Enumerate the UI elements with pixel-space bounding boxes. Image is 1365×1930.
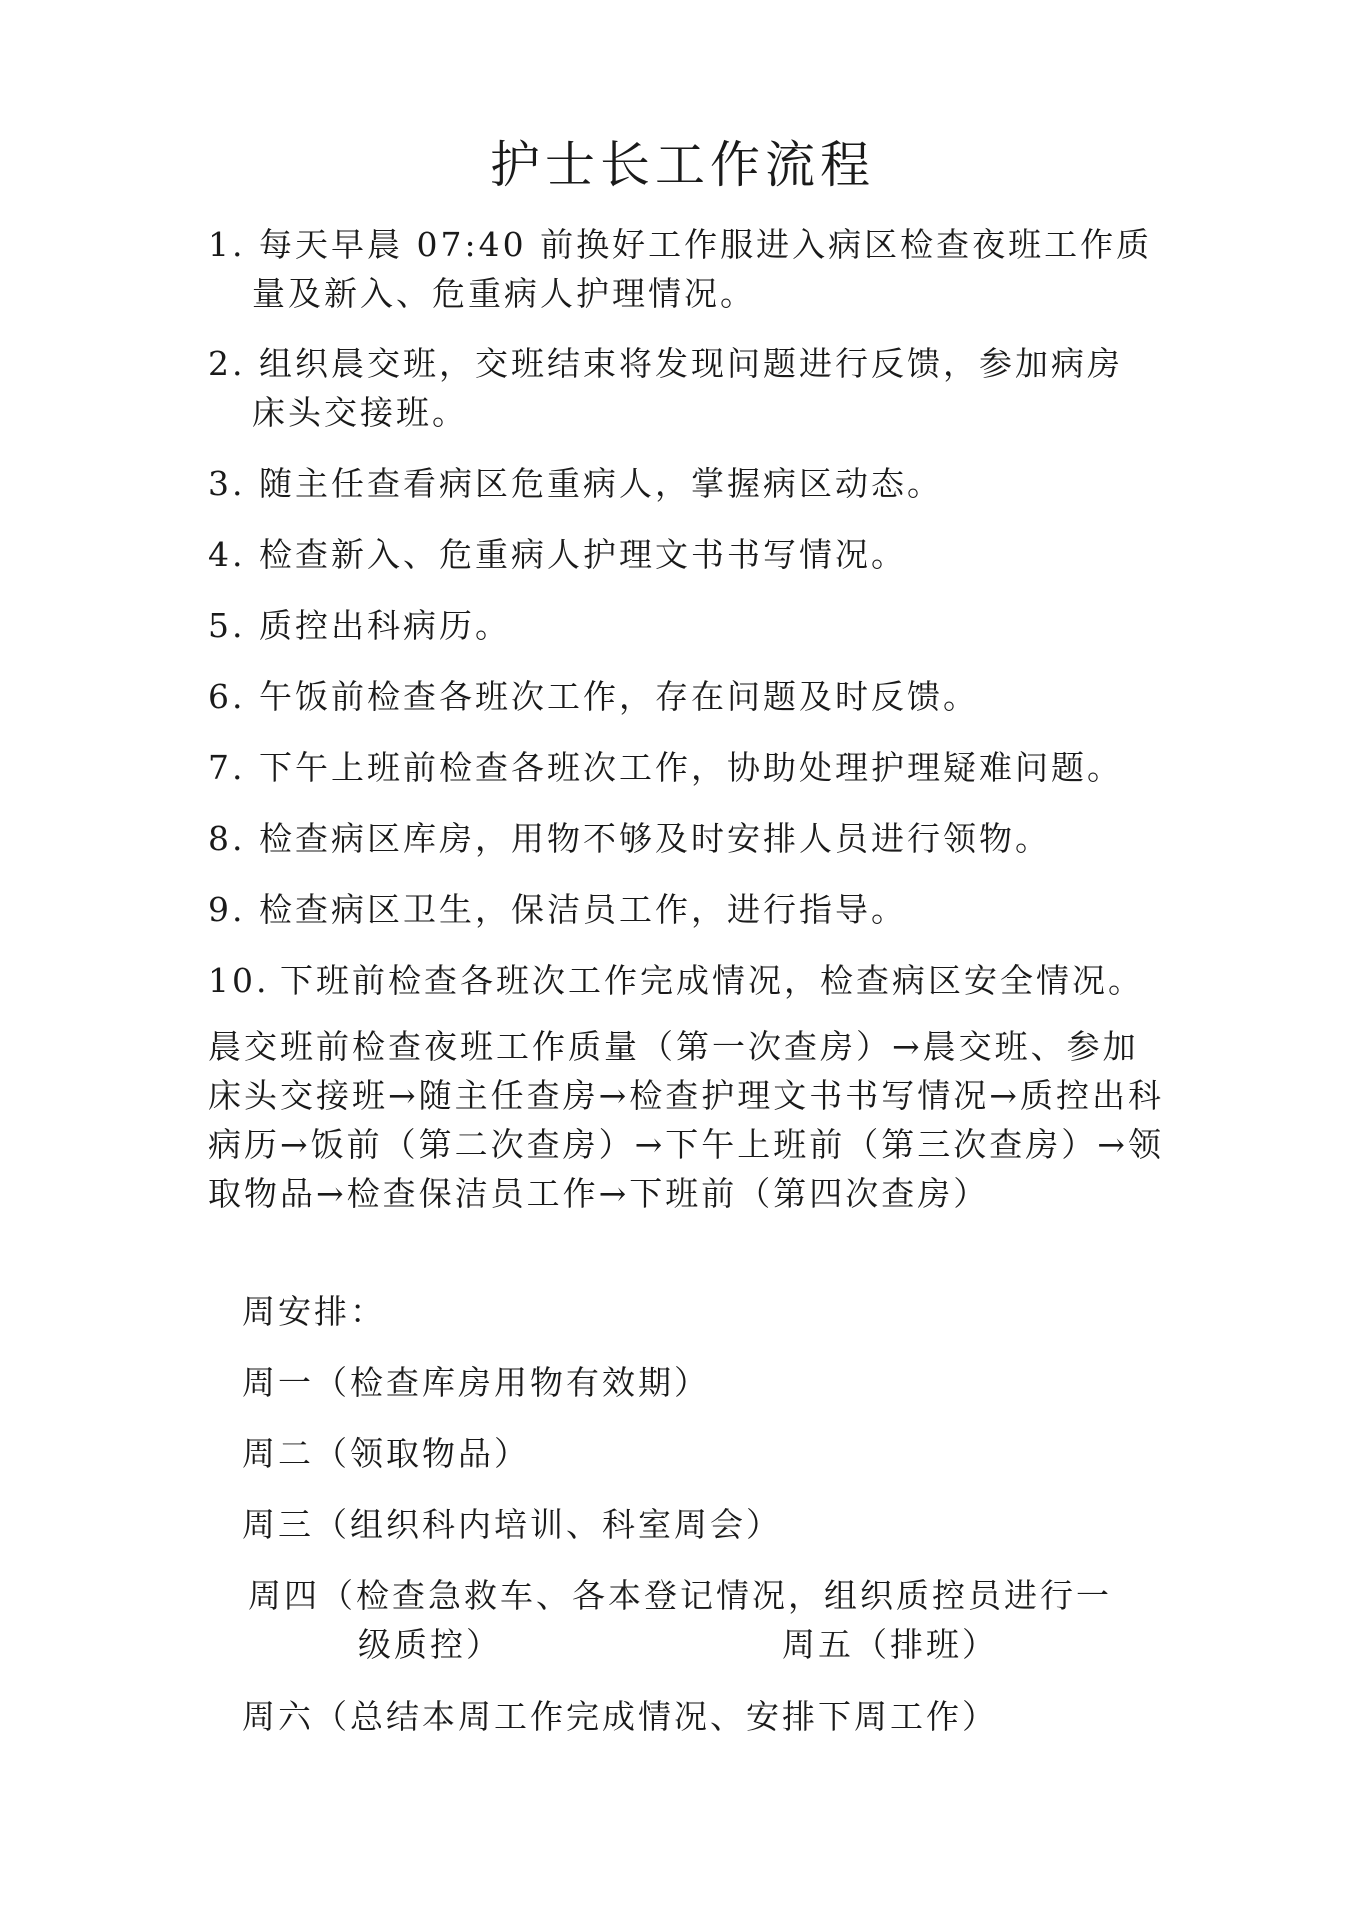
item-number: 9. (208, 890, 246, 929)
list-item-8 (208, 819, 1051, 859)
list-item-2 (208, 344, 1123, 384)
flow-paragraph: 晨交班前检查夜班工作质量（第一次查房）→晨交班、参加床头交接班→随主任查房→检查护理文书书写情况→质控出科病历→饭前（第二次查房）→下午上班前（第三次查房）→领取物品→检查保洁员工作→下班前（第四次查房） (208, 1027, 1164, 1213)
weekly-monday: 周一（检查库房用物有效期） (242, 1363, 710, 1402)
list-item-7 (208, 748, 1123, 788)
item-text: 检查病区卫生，保洁员工作，进行指导。 (259, 890, 907, 929)
list-item-2-cont: 床头交接班。 (252, 393, 468, 432)
item-number: 1. (208, 225, 246, 264)
weekly-tuesday: 周二（领取物品） (242, 1434, 530, 1473)
list-item-3 (208, 464, 943, 504)
item-text: 下午上班前检查各班次工作，协助处理护理疑难问题。 (259, 748, 1123, 787)
page-title: 护士长工作流程 (490, 136, 875, 194)
item-number: 8. (208, 819, 246, 858)
list-item-9 (208, 890, 907, 930)
item-number: 10. (208, 961, 270, 1000)
item-text: 检查新入、危重病人护理文书书写情况。 (259, 535, 907, 574)
list-item-5 (208, 606, 511, 646)
list-item-1 (208, 225, 1152, 265)
item-number: 6. (208, 677, 246, 716)
item-text: 每天早晨 07:40 前换好工作服进入病区检查夜班工作质 (259, 225, 1153, 264)
weekly-friday: 周五（排班） (782, 1625, 998, 1664)
list-item-10 (208, 961, 1144, 1001)
item-number: 2. (208, 344, 246, 383)
item-text: 质控出科病历。 (259, 606, 511, 645)
list-item-6 (208, 677, 979, 717)
item-number: 7. (208, 748, 246, 787)
weekly-thursday-cont: 级质控） (358, 1625, 502, 1664)
weekly-heading: 周安排： (242, 1292, 386, 1331)
item-text: 下班前检查各班次工作完成情况，检查病区安全情况。 (280, 961, 1144, 1000)
list-item-4 (208, 535, 907, 575)
item-text: 检查病区库房，用物不够及时安排人员进行领物。 (259, 819, 1051, 858)
item-text: 组织晨交班，交班结束将发现问题进行反馈，参加病房 (259, 344, 1123, 383)
weekly-thursday: 周四（检查急救车、各本登记情况，组织质控员进行一 (248, 1576, 1112, 1615)
item-number: 4. (208, 535, 246, 574)
item-number: 3. (208, 464, 246, 503)
item-number: 5. (208, 606, 246, 645)
weekly-wednesday: 周三（组织科内培训、科室周会） (242, 1505, 782, 1544)
item-text: 午饭前检查各班次工作，存在问题及时反馈。 (259, 677, 979, 716)
weekly-saturday: 周六（总结本周工作完成情况、安排下周工作） (242, 1697, 998, 1736)
item-text: 随主任查看病区危重病人，掌握病区动态。 (259, 464, 943, 503)
list-item-1-cont: 量及新入、危重病人护理情况。 (252, 274, 756, 313)
